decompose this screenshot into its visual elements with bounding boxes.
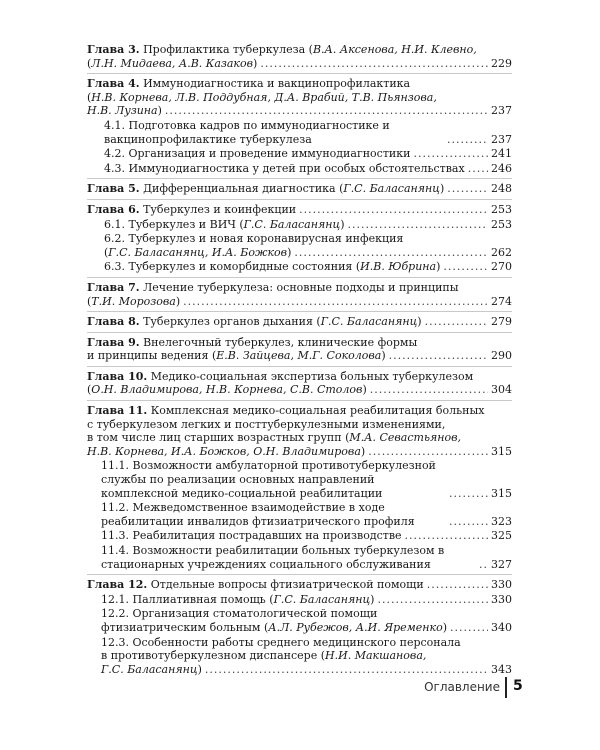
entry-authors-line-2: Л.Н. Мидаева, А.В. Казаков bbox=[91, 56, 254, 70]
entry-title-line-2: и принципы ведения bbox=[87, 349, 209, 363]
entry-title: Иммунодиагностика и вакцинопрофилактика bbox=[143, 77, 411, 91]
entry-authors: Е.В. Зайцева, М.Г. Соколова bbox=[216, 349, 382, 363]
entry-title-line-1: Внелегочный туберкулез, клинические формы bbox=[143, 335, 418, 349]
chapter-label: Глава 6. bbox=[87, 202, 140, 216]
running-footer-title: Оглавление bbox=[424, 680, 500, 694]
toc-entry-chapter-7[interactable]: Глава 7. Лечение туберкулеза: основные подходы и принципы (Т.И. Морозова) ..... 274 bbox=[87, 277, 512, 308]
chapter-label: Глава 4. bbox=[87, 77, 140, 91]
entry-authors-line-2: Н.В. Лузина bbox=[87, 104, 158, 118]
toc-entry-section-12-2[interactable]: 12.2. Организация стоматологической помощи фтизиатрическим больным (А.Л. Рубежов, А.И. Яременко) ..... 340 bbox=[87, 607, 512, 634]
dot-leader bbox=[260, 57, 488, 71]
entry-title: Туберкулез органов дыхания bbox=[143, 315, 313, 329]
dot-leader bbox=[449, 487, 488, 501]
page-number: 315 bbox=[491, 444, 512, 458]
chapter-label: Глава 12. bbox=[87, 578, 148, 592]
entry-title: Туберкулез и коинфекции bbox=[143, 202, 297, 216]
toc-entry-chapter-4[interactable]: Глава 4. Иммунодиагностика и вакцинопрофилактика (Н.В. Корнева, Л.В. Поддубная, Д.А. Врабий, Т.В. Пьянзова, Н.В. Лузина) ..... 237 bbox=[87, 73, 512, 118]
entry-title: 12.1. Паллиативная помощь bbox=[101, 592, 266, 606]
page-number: 248 bbox=[491, 182, 512, 196]
toc-entry-chapter-10[interactable]: Глава 10. Медико-социальная экспертиза больных туберкулезом (О.Н. Владимирова, Н.В. Корнева, С.В. Столов) ..... 304 bbox=[87, 366, 512, 397]
dot-leader bbox=[294, 246, 488, 260]
toc-entry-section-12-1[interactable]: 12.1. Паллиативная помощь (Г.С. Баласанянц) ..... 330 bbox=[87, 593, 512, 607]
dot-leader bbox=[299, 203, 488, 217]
dot-leader bbox=[427, 578, 488, 592]
entry-authors-line-2: Г.С. Баласанянц bbox=[101, 662, 198, 676]
page-number: 330 bbox=[491, 578, 512, 592]
page-number: 315 bbox=[491, 486, 512, 500]
entry-authors: Г.С. Баласанянц bbox=[243, 217, 341, 231]
dot-leader bbox=[468, 162, 488, 176]
page-number: 325 bbox=[491, 529, 512, 543]
chapter-label: Глава 8. bbox=[87, 315, 140, 329]
entry-title: Профилактика туберкулеза bbox=[143, 43, 306, 56]
entry-title: 11.3. Реабилитация пострадавших на производстве bbox=[101, 529, 402, 543]
entry-authors: Г.С. Баласанянц bbox=[273, 592, 371, 606]
entry-authors: Г.С. Баласанянц, И.А. Божков bbox=[108, 245, 288, 259]
page-footer bbox=[0, 677, 600, 699]
chapter-label: Глава 7. bbox=[87, 280, 140, 294]
entry-authors: А.Л. Рубежов, А.И. Яременко bbox=[268, 620, 443, 634]
page-number: 290 bbox=[491, 349, 512, 363]
entry-title-line-1: 12.3. Особенности работы среднего медицинского персонала bbox=[101, 635, 461, 649]
toc-entry-chapter-3[interactable]: Глава 3. Профилактика туберкулеза (В.А. Аксенова, Н.И. Клевно, (Л.Н. Мидаева, А.В. Казаков) ..... 229 bbox=[87, 43, 512, 70]
entry-title: Медико-социальная экспертиза больных туберкулезом bbox=[150, 369, 474, 383]
toc-entry-chapter-5[interactable]: Глава 5. Дифференциальная диагностика (Г.С. Баласанянц) ..... 248 bbox=[87, 178, 512, 196]
dot-leader bbox=[389, 349, 488, 363]
dot-leader bbox=[377, 593, 488, 607]
page-number: 237 bbox=[491, 132, 512, 146]
dot-leader bbox=[405, 529, 488, 543]
entry-title-line-2: в противотуберкулезном диспансере bbox=[101, 649, 318, 663]
table-of-contents bbox=[87, 43, 512, 676]
dot-leader bbox=[183, 295, 488, 309]
toc-entry-section-11-2[interactable] bbox=[87, 501, 512, 528]
dot-leader bbox=[368, 445, 488, 459]
entry-authors-line-1: Н.И. Макшанова, bbox=[325, 649, 427, 663]
entry-title: 6.3. Туберкулез и коморбидные состояния bbox=[104, 260, 353, 274]
toc-entry-chapter-8[interactable]: Глава 8. Туберкулез органов дыхания (Г.С. Баласанянц) ..... 279 bbox=[87, 311, 512, 329]
entry-authors-line-1: М.А. Севастьянов, bbox=[349, 431, 461, 445]
entry-authors-line-1: Н.В. Корнева, Л.В. Поддубная, Д.А. Врабий, Т.В. Пьянзова, bbox=[91, 90, 437, 104]
dot-leader bbox=[370, 383, 488, 397]
dot-leader bbox=[347, 218, 488, 232]
dot-leader bbox=[205, 663, 488, 677]
toc-entry-section-6-1[interactable]: 6.1. Туберкулез и ВИЧ (Г.С. Баласанянц) ..... 253 bbox=[87, 218, 512, 232]
page-number: 246 bbox=[491, 161, 512, 175]
entry-authors: Г.С. Баласанянц bbox=[343, 182, 440, 196]
toc-entry-chapter-11[interactable]: Глава 11. Комплексная медико-социальная реабилитация больных с туберкулезом легких и посттуберкулезными изменениями, в том числе лиц старших возрастных групп (М.А. Севастьянов, Н.В. Корнева, И.А. Божков, О.Н. Владимирова) ..... 315 bbox=[87, 400, 512, 458]
chapter-label: Глава 10. bbox=[87, 369, 148, 383]
page-number: 229 bbox=[491, 56, 512, 70]
dot-leader bbox=[449, 515, 488, 529]
entry-title: 11.1. Возможности амбулаторной противотуберкулезной службы по реализации основных направлений комплексной медико-социальной реабилитации bbox=[101, 459, 436, 500]
entry-title: 4.1. Подготовка кадров по иммунодиагностике и вакцинопрофилактике туберкулеза bbox=[104, 118, 390, 146]
chapter-label: Глава 5. bbox=[87, 182, 140, 196]
page-number: 270 bbox=[491, 260, 512, 274]
entry-authors: Т.И. Морозова bbox=[91, 294, 176, 308]
page-number: 340 bbox=[491, 620, 512, 634]
footer-divider bbox=[505, 677, 507, 698]
dot-leader bbox=[450, 621, 488, 635]
entry-title: 6.1. Туберкулез и ВИЧ bbox=[104, 217, 236, 231]
page-number: 279 bbox=[491, 315, 512, 329]
dot-leader bbox=[443, 260, 488, 274]
toc-entry-section-6-3[interactable]: 6.3. Туберкулез и коморбидные состояния (И.В. Юбрина) ..... 270 bbox=[87, 260, 512, 274]
entry-authors: О.Н. Владимирова, Н.В. Корнева, С.В. Столов bbox=[91, 383, 363, 397]
page-number: 253 bbox=[491, 217, 512, 231]
page-number: 304 bbox=[491, 383, 512, 397]
entry-authors-line-2: Н.В. Корнева, И.А. Божков, О.Н. Владимирова bbox=[87, 444, 361, 458]
chapter-label: Глава 11. bbox=[87, 404, 148, 418]
entry-authors: Г.С. Баласанянц bbox=[320, 315, 418, 329]
entry-title-line-3: в том числе лиц старших возрастных групп bbox=[87, 431, 342, 445]
page-number: 327 bbox=[491, 557, 512, 571]
toc-entry-section-11-1[interactable] bbox=[87, 459, 512, 500]
page-number: 253 bbox=[491, 202, 512, 216]
dot-leader bbox=[447, 133, 488, 147]
entry-title: 4.2. Организация и проведение иммунодиагностики bbox=[104, 147, 411, 161]
toc-entry-section-4-2[interactable] bbox=[87, 147, 512, 161]
toc-entry-chapter-6[interactable] bbox=[87, 199, 512, 217]
entry-title-line-2: фтизиатрическим больным bbox=[101, 620, 261, 634]
page-number: 343 bbox=[491, 662, 512, 676]
page-number: 330 bbox=[491, 592, 512, 606]
entry-authors: И.В. Юбрина bbox=[360, 260, 437, 274]
dot-leader bbox=[165, 104, 488, 118]
toc-entry-section-4-1[interactable] bbox=[87, 119, 512, 146]
dot-leader bbox=[413, 147, 488, 161]
page-number: 323 bbox=[491, 514, 512, 528]
entry-title-line-2: с туберкулезом легких и посттуберкулезными изменениями, bbox=[87, 417, 446, 431]
dot-leader bbox=[479, 558, 488, 572]
entry-title: 11.4. Возможности реабилитации больных туберкулезом в стационарных учреждениях социального обслуживания bbox=[101, 544, 445, 571]
dot-leader bbox=[425, 315, 488, 329]
page-number-footer: 5 bbox=[513, 678, 523, 694]
entry-authors-line-1: В.А. Аксенова, Н.И. Клевно, bbox=[312, 43, 477, 56]
page-number: 274 bbox=[491, 294, 512, 308]
entry-title: 6.2. Туберкулез и новая коронавирусная инфекция bbox=[104, 232, 404, 246]
entry-title: 11.2. Межведомственное взаимодействие в ходе реабилитации инвалидов фтизиатрического профиля bbox=[101, 501, 415, 528]
toc-entry-chapter-9[interactable]: Глава 9. Внелегочный туберкулез, клинические формы и принципы ведения (Е.В. Зайцева, М.Г. Соколова) ..... 290 bbox=[87, 332, 512, 363]
toc-entry-section-6-2[interactable]: 6.2. Туберкулез и новая коронавирусная инфекция (Г.С. Баласанянц, И.А. Божков) ..... 262 bbox=[87, 232, 512, 259]
entry-title-line-1: Комплексная медико-социальная реабилитация больных bbox=[150, 404, 485, 418]
page-number: 237 bbox=[491, 104, 512, 118]
toc-entry-section-4-3[interactable] bbox=[87, 162, 512, 176]
page-number: 241 bbox=[491, 147, 512, 161]
toc-entry-section-11-4[interactable] bbox=[87, 544, 512, 571]
entry-title: Лечение туберкулеза: основные подходы и принципы bbox=[143, 280, 459, 294]
entry-title: 4.3. Иммунодиагностика у детей при особых обстоятельствах bbox=[104, 161, 465, 175]
chapter-label: Глава 9. bbox=[87, 335, 140, 349]
dot-leader bbox=[447, 182, 488, 196]
entry-title-line-1: 12.2. Организация стоматологической помощи bbox=[101, 607, 378, 621]
entry-title: Отдельные вопросы фтизиатрической помощи bbox=[150, 578, 424, 592]
toc-entry-section-12-3[interactable]: 12.3. Особенности работы среднего медицинского персонала в противотуберкулезном диспансере (Н.И. Макшанова, Г.С. Баласанянц) ..... 343 bbox=[87, 636, 512, 677]
toc-entry-chapter-12[interactable] bbox=[87, 574, 512, 592]
chapter-label: Глава 3. bbox=[87, 43, 140, 56]
entry-title: Дифференциальная диагностика bbox=[143, 182, 336, 196]
page-number: 262 bbox=[491, 245, 512, 259]
toc-entry-section-11-3[interactable] bbox=[87, 529, 512, 543]
